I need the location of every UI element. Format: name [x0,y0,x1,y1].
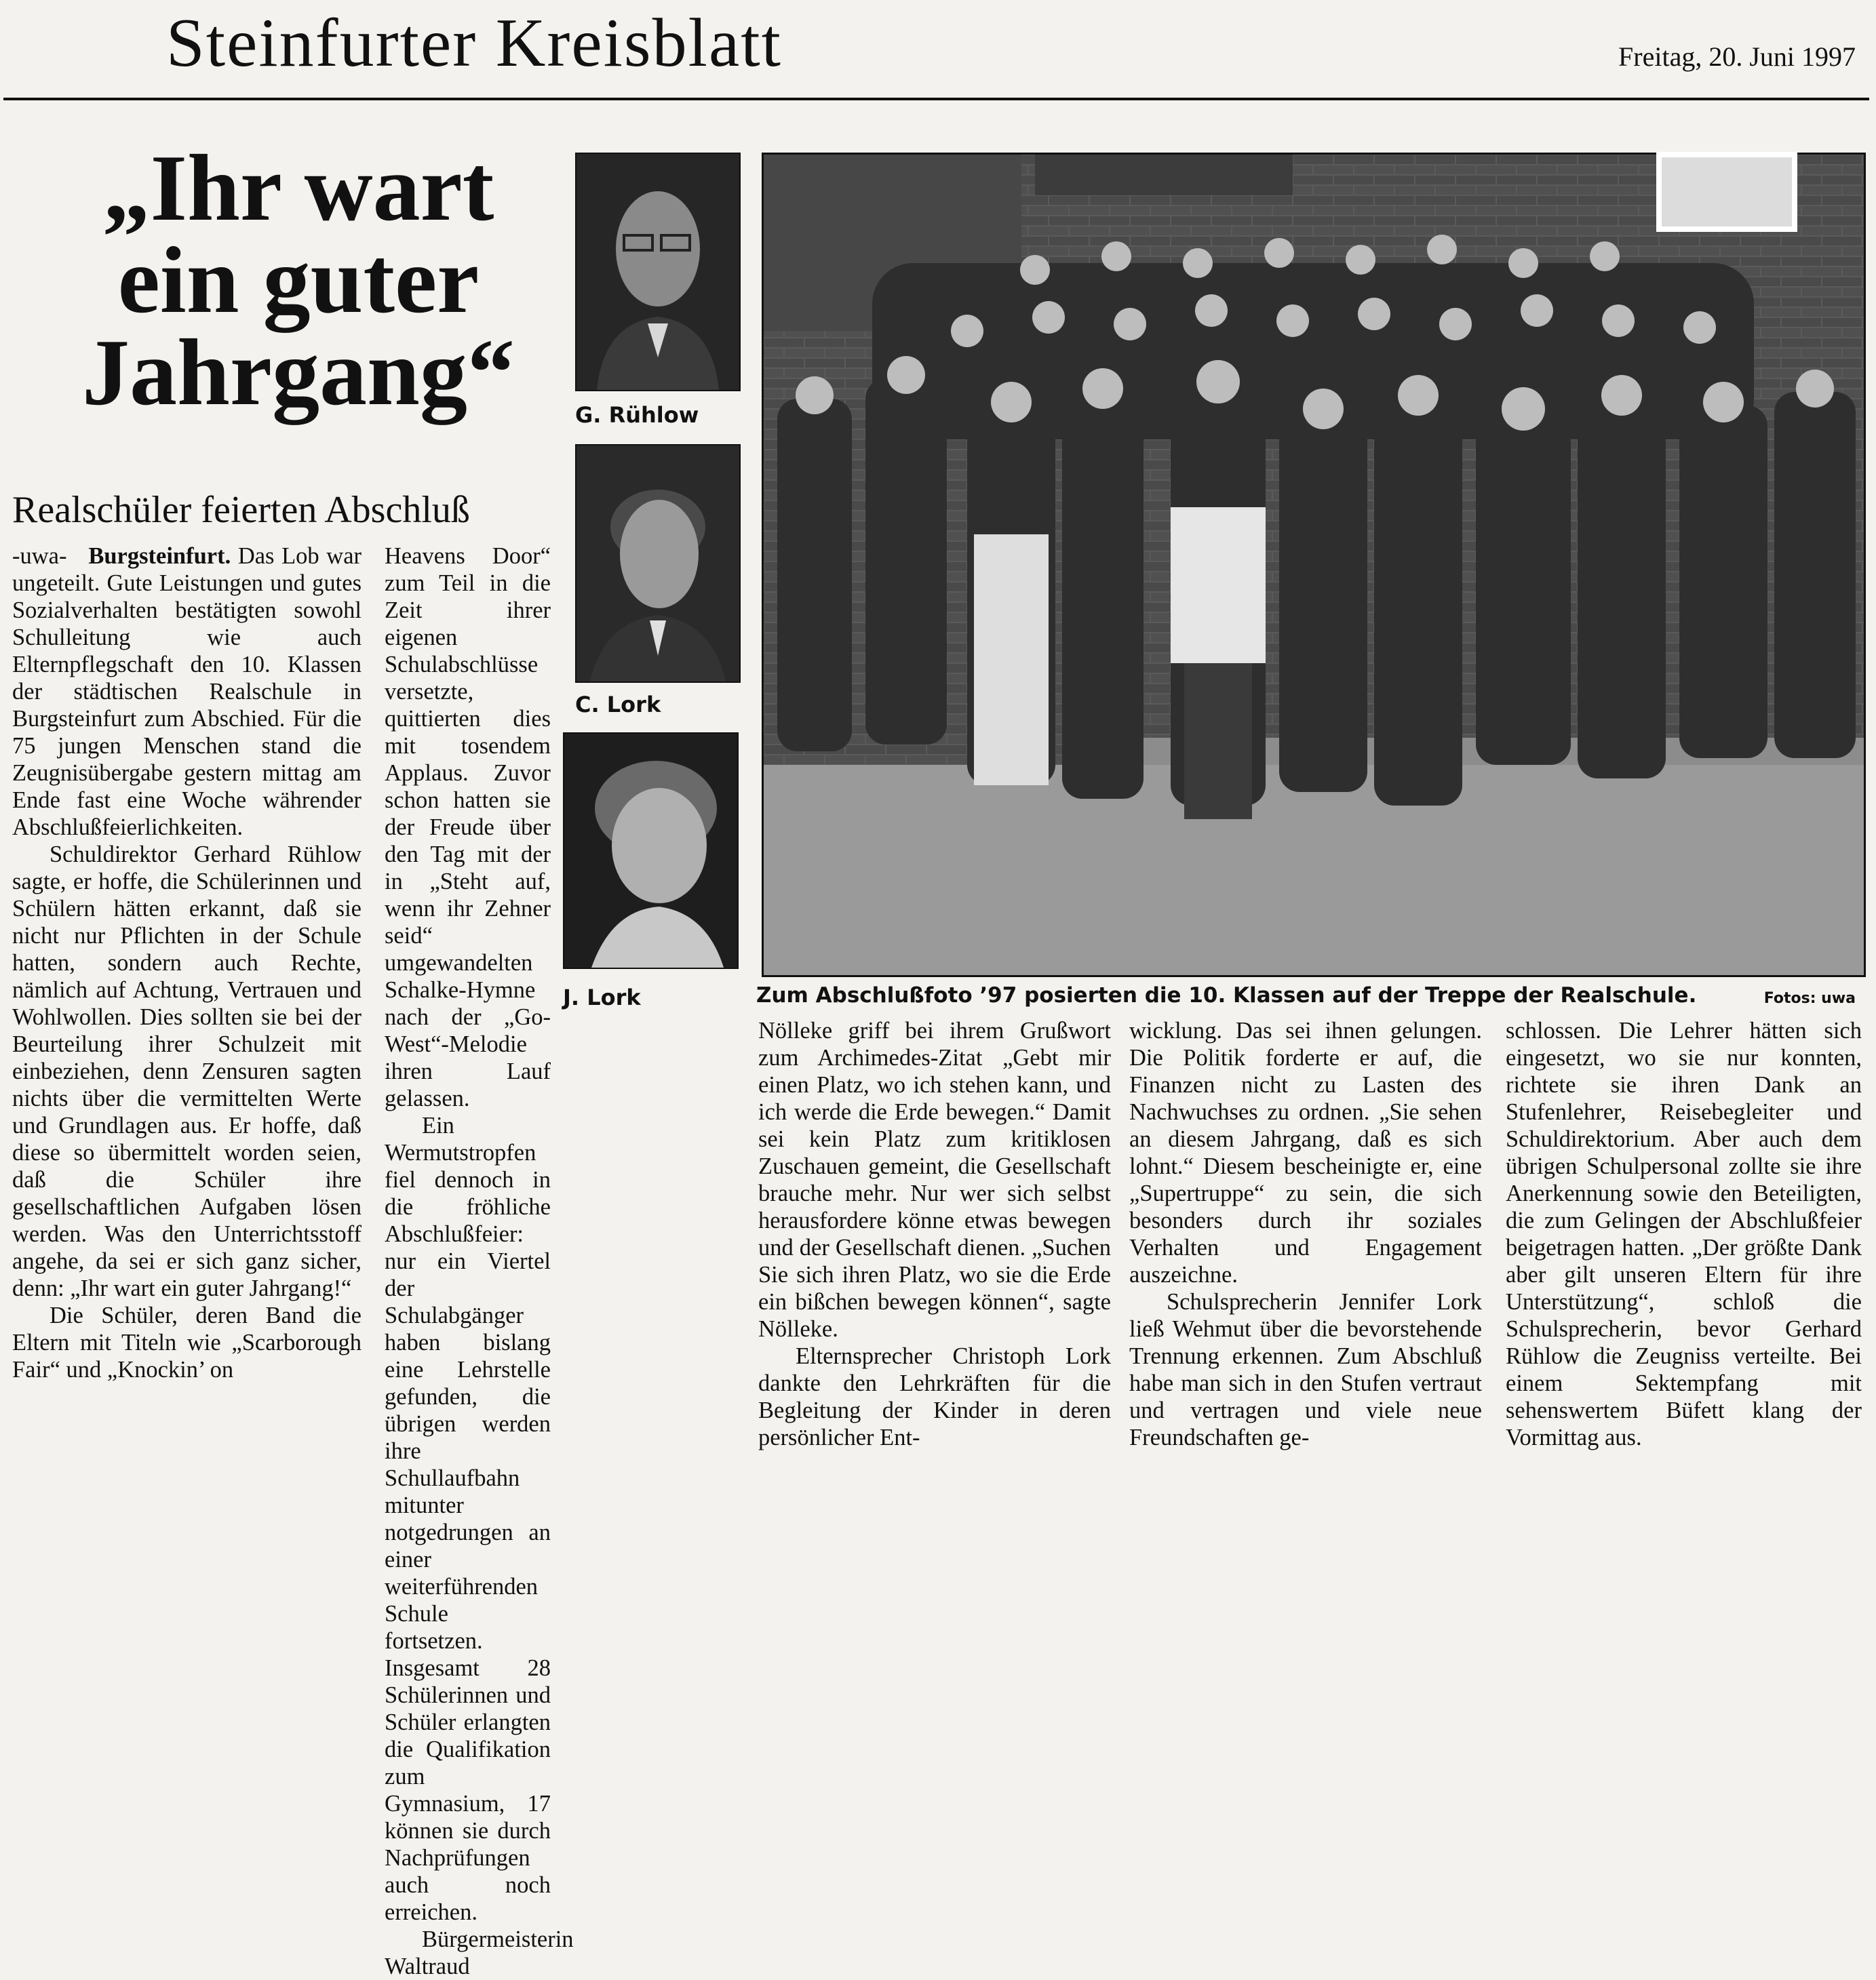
author-tag: -uwa- [12,543,67,569]
article-column-2 [385,542,574,1979]
article-paragraph: Ein Wermutstropfen fiel dennoch in die fröhliche Abschlußfeier: nur ein Viertel der Schulabgänger haben bislang eine Lehrstelle gefunden, die übrigen werden ihre Schullaufbahn mitunter notgedrungen an einer weiterführenden Schule fortsetzen. Insgesamt 28 Schülerinnen und Schüler erlangten die Qualifikation zum Gymnasium, 17 können sie durch Nachprüfungen auch noch erreichen. [385,1113,551,1925]
article-column-4 [1129,1017,1482,1505]
article-paragraph: schlossen. Die Lehrer hätten sich eingesetzt, wo sie nur konnten, richtete sie ihren Dank an Stufenlehrer, Reisebegleiter und Schuldirektorium. Aber auch dem übrigen Schulpersonal zollte sie ihre Anerkennung sowie den Beteiligten, die zum Gelingen der Abschlußfeier beigetragen hatten. „Der größte Dank aber gilt unseren Eltern für ihre Unterstützung“, schloß die Schulsprecherin, bevor Gerhard Rühlow die Zeugniss verteilte. Bei einem Sektempfang mit sehenswertem Büfett klang der Vormittag aus. [1506,1018,1862,1450]
dateline-place: Burgsteinfurt. [88,543,231,569]
portrait-man-glasses-image [577,154,739,390]
portrait-photo-ruehlow [575,153,741,391]
photo-caption: Zum Abschlußfoto ’97 posierten die 10. Klassen auf der Treppe der Realschule. [756,983,1697,1008]
photo-credit: Fotos: uwa [1763,990,1856,1007]
masthead-rule [3,98,1869,100]
article-paragraph: Schuldirektor Gerhard Rühlow sagte, er hoffe, die Schülerinnen und Schülern hätten erkannt, daß sie nicht nur Pflichten in der Schule hatten, sondern auch Rechte, nämlich auf Achtung, Vertrauen und Wohlwollen. Dies sollten sie bei der Beurteilung ihrer Schulzeit mit einbeziehen, denn Zensuren sagten nichts über die vermittelten Werte und Grundlagen aus. Er hoffe, daß diese so übermittelt worden seien, daß die Schüler ihre gesellschaftlichen Aufgaben lösen werden. Was den Unterrichtsstoff angehe, da sei er sich ganz sicher, denn: „Ihr wart ein guter Jahrgang!“ [12,842,361,1301]
article-paragraph: Elternsprecher Christoph Lork dankte den Lehrkräften für die Begleitung der Kinder in deren persönlicher Ent- [758,1343,1111,1450]
article-paragraph: wicklung. Das sei ihnen gelungen. Die Politik forderte er auf, die Finanzen nicht zu Lasten des Nachwuchses zu ordnen. „Sie sehen an diesem Jahrgang, daß es sich lohnt.“ Diesem bescheinigte er, eine „Supertruppe“ zu sein, die sich besonders durch ihr soziales Verhalten und Engagement auszeichne. [1129,1018,1482,1288]
headline-line-3: Jahrgang“ [82,319,515,425]
portrait-label-3: J. Lork [563,985,641,1010]
portrait-photo-j-lork [563,732,739,969]
group-photo [762,153,1866,977]
portrait-man-image [577,446,739,681]
issue-date: Freitag, 20. Juni 1997 [1618,41,1856,72]
article-paragraph: Bürgermeisterin Waltraud [385,1926,574,1979]
headline-line-2: ein guter [117,227,480,333]
class-group-photo-image [764,155,1864,975]
headline-line-1: „Ihr wart [102,136,494,241]
portrait-photo-c-lork [575,444,741,683]
article-paragraph: Schulsprecherin Jennifer Lork ließ Wehmut über die bevorstehende Trennung erkennen. Zum Abschluß habe man sich in den Stufen vertraut und vertragen und viele neue Freundschaften ge- [1129,1289,1482,1450]
subheadline: Realschüler feierten Abschluß [12,489,470,531]
article-column-5 [1506,1017,1862,1505]
article-text: Das Lob war ungeteilt. Gute Leistungen und gutes Sozialverhalten bestätigten sowohl Schulleitung wie auch Elternpflegschaft den 10. Klassen der städtischen Realschule in Burgsteinfurt zum Abschied. Für die 75 jungen Menschen stand die Zeugnisübergabe gestern mittag am Ende fast eine Woche währender Abschlußfeierlichkeiten. [12,543,362,840]
article-paragraph: Nölleke griff bei ihrem Grußwort zum Archimedes-Zitat „Gebt mir einen Platz, wo ich stehen kann, und ich werde die Erde bewegen.“ Damit sei kein Platz zum kritiklosen Zuschauen gemeint, die Gesellschaft brauche mehr. Nur wer sich selbst herausfordere könne etwas bewegen und der Gesellschaft dienen. „Suchen Sie sich ihren Platz, wo sie die Erde ein bißchen bewegen können“, sagte Nölleke. [758,1018,1111,1342]
portrait-label-1: G. Rühlow [575,402,699,428]
headline [27,136,570,425]
article-column-3 [758,1017,1111,1505]
article-paragraph: Die Schüler, deren Band die Eltern mit Titeln wie „Scarborough Fair“ und „Knockin’ on [12,1303,361,1383]
portrait-woman-image [564,734,737,968]
article-column-1 [12,542,361,1505]
portrait-label-2: C. Lork [575,692,661,717]
article-paragraph [12,542,361,841]
masthead: Steinfurter Kreisblatt [166,5,782,81]
article-paragraph: Heavens Door“ zum Teil in die Zeit ihrer eigenen Schulabschlüsse versetzte, quittierten dies mit tosendem Applaus. Zuvor schon hatten sie der Freude über den Tag mit der in „Steht auf, wenn ihr Zehner seid“ umgewandelten Schalke-Hymne nach der „Go-West“-Melodie ihren Lauf gelassen. [385,543,551,1111]
